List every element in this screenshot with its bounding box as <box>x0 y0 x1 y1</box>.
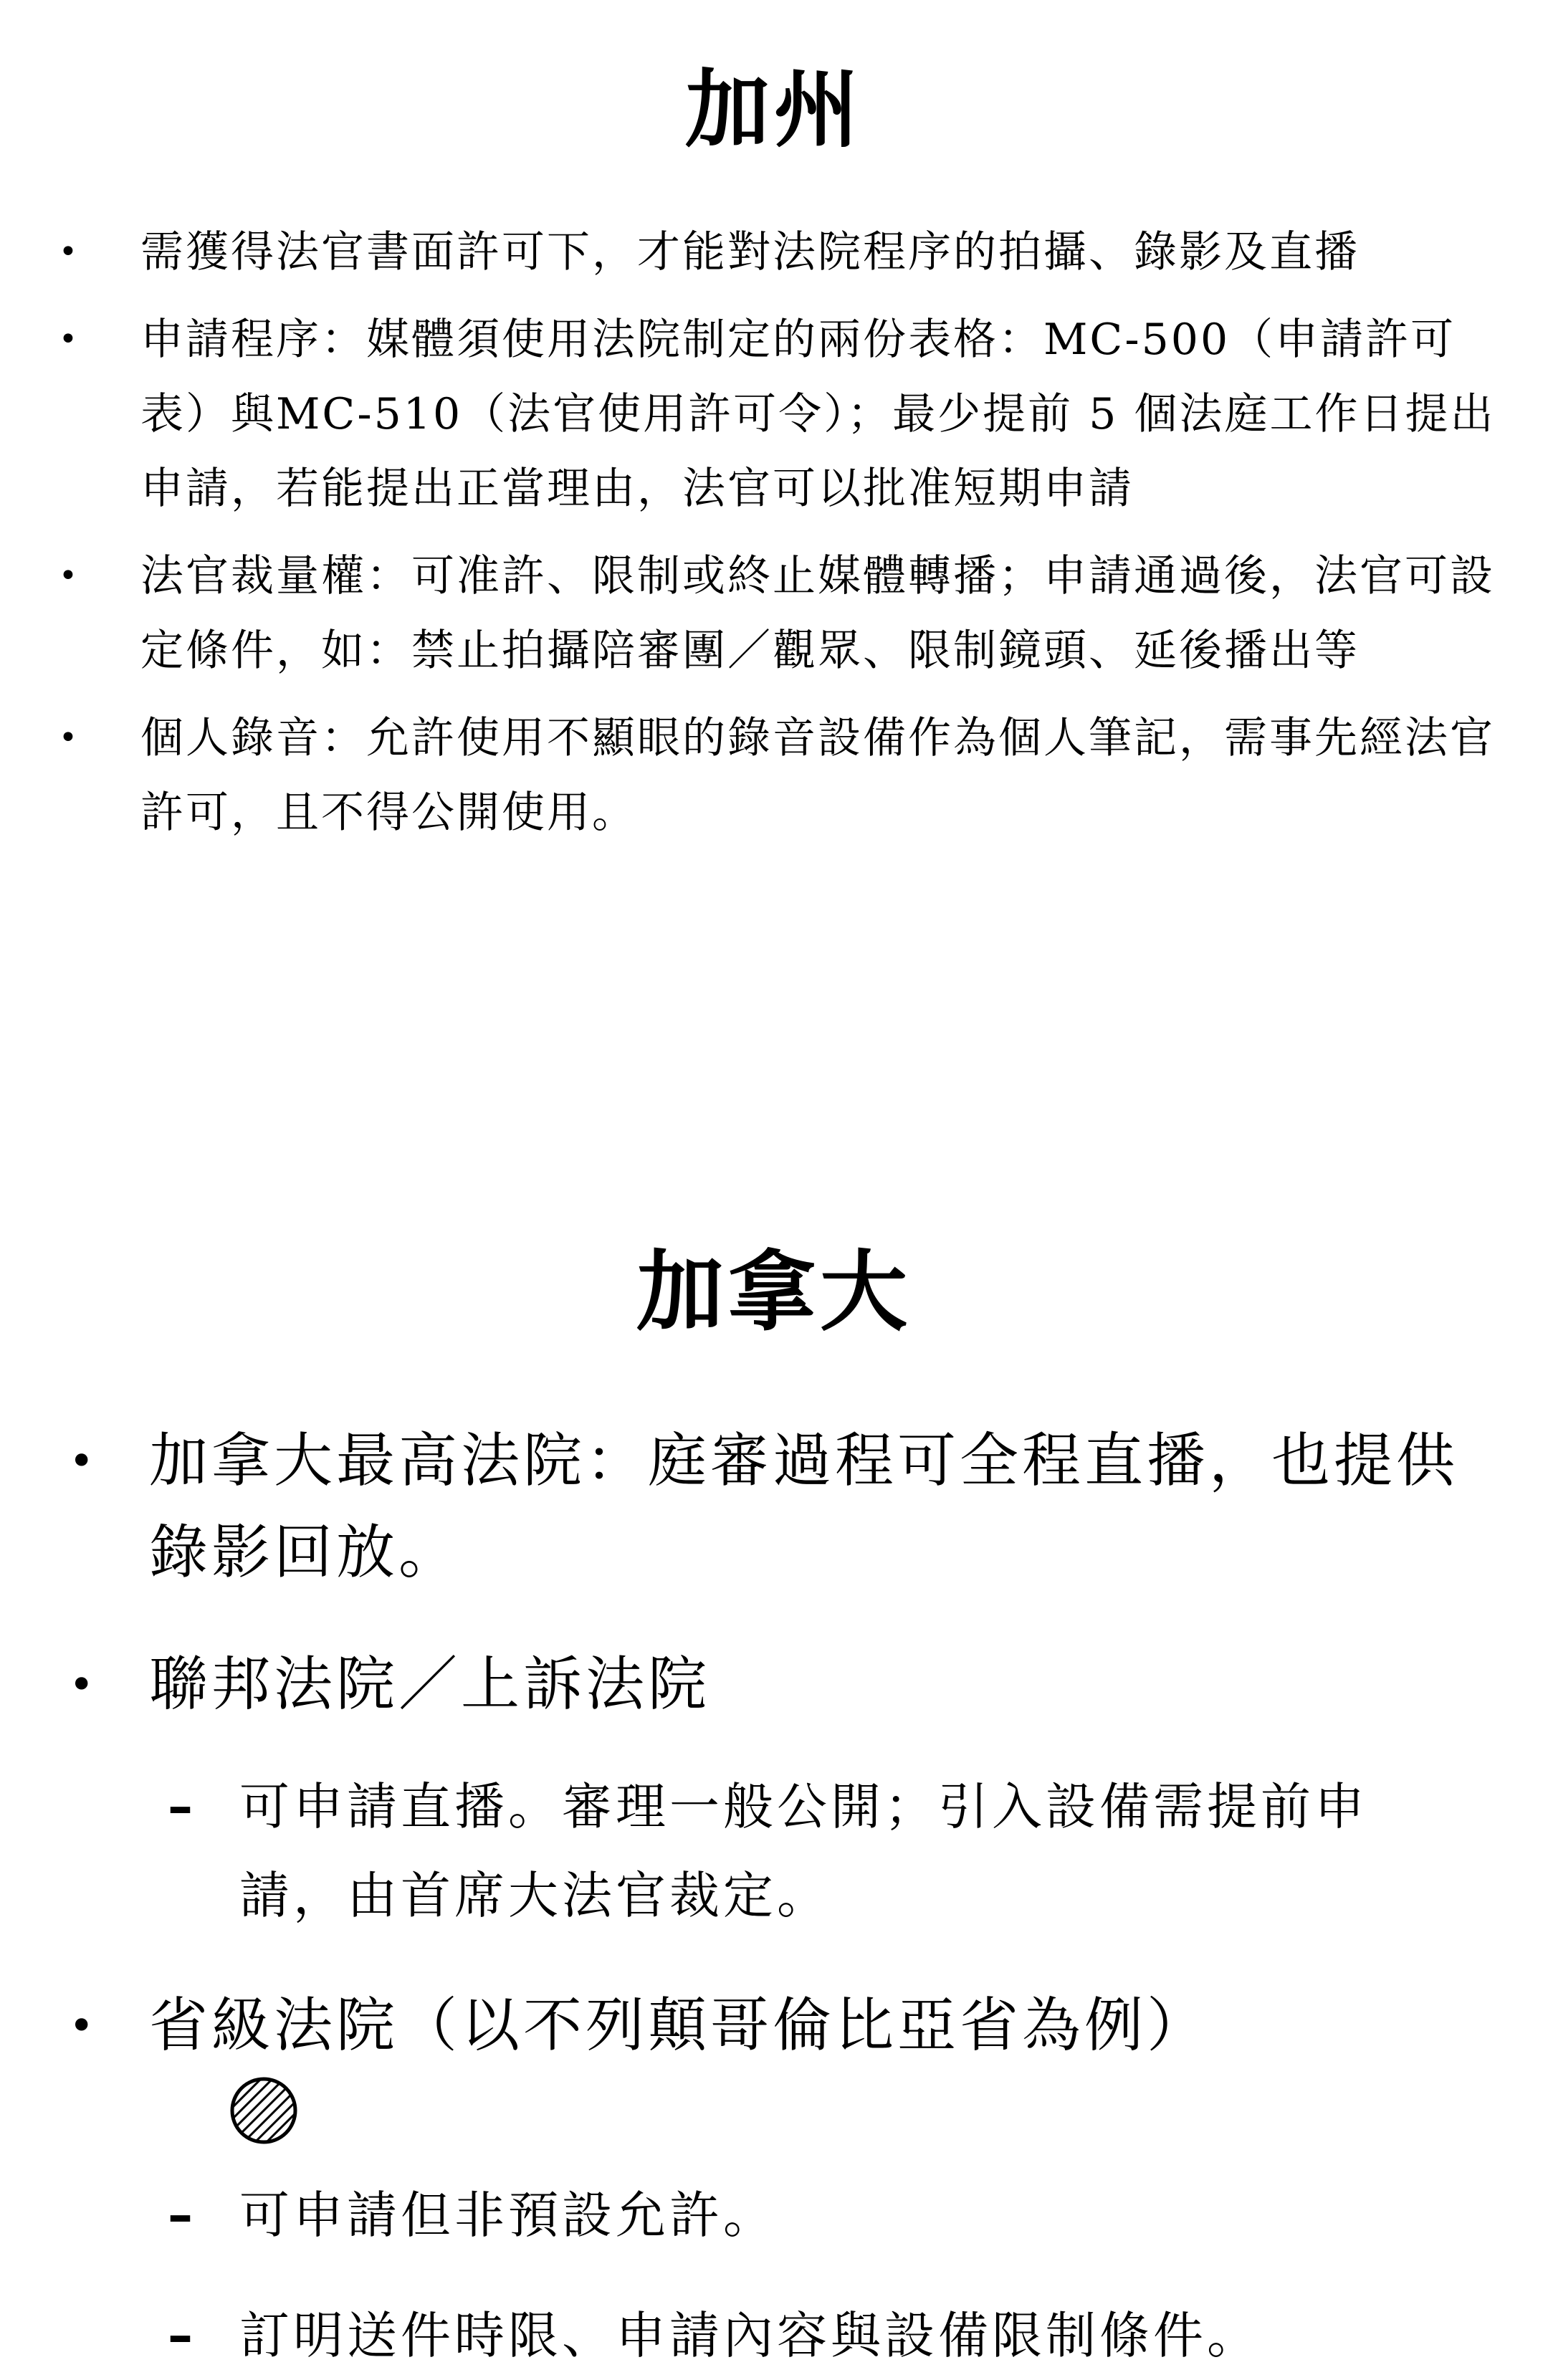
spacer <box>0 1731 1548 1762</box>
hatched-circle-icon <box>229 2076 298 2145</box>
dash-icon: – <box>168 1777 196 1836</box>
list-item-text: 聯邦法院／上訴法院 <box>149 1650 711 1719</box>
bullet-icon: • <box>69 2001 98 2051</box>
bullet-icon: • <box>69 1436 98 1486</box>
section-title-california: 加州 <box>684 60 863 159</box>
section-title-canada: 加拿大 <box>636 1241 912 1343</box>
spacer <box>0 1940 1548 1980</box>
list-item <box>0 701 1502 850</box>
bullet-icon: • <box>59 234 80 270</box>
list-item-text: 個人錄音：允許使用不顯眼的錄音設備作為個人筆記，需事先經法官許可，且不得公開使用。 <box>140 713 1495 838</box>
bullet-icon: • <box>59 321 80 358</box>
sub-list-item-text: 訂明送件時限、申請內容與設備限制條件。 <box>239 2306 1261 2365</box>
spacer <box>0 2260 1548 2291</box>
dash-icon: – <box>168 2306 196 2365</box>
list-item <box>0 539 1502 688</box>
list-item-text: 省級法院（以不列顛哥倫比亞省為例） <box>149 1992 1210 2060</box>
list-item-text: 法官裁量權：可准許、限制或終止媒體轉播；申請通過後，法官可設定條件，如：禁止拍攝陪審團／觀眾、限制鏡頭、延後播出等 <box>140 551 1495 676</box>
list-item-supreme-court <box>0 1415 1496 1599</box>
list-item <box>0 302 1502 526</box>
list-item-provincial-court <box>0 1980 1496 2072</box>
bullet-icon: • <box>69 1660 98 1710</box>
sub-list-item-text: 可申請但非預設允許。 <box>239 2186 777 2245</box>
list-item-text: 申請程序：媒體須使用法院制定的兩份表格：MC-500（申請許可表）與MC-510（法官使用許可令）；最少提前 5 個法庭工作日提出申請，若能提出正當理由，法官可以批准短期申請 <box>140 315 1496 514</box>
sub-list-item <box>0 1762 1472 1940</box>
list-item-text: 加拿大最高法院：庭審過程可全程直播，也提供錄影回放。 <box>149 1427 1459 1587</box>
sub-list-item <box>0 2291 1472 2380</box>
bullet-icon: • <box>59 720 80 756</box>
canada-bullet-list <box>0 1415 1548 2380</box>
list-item-federal-court <box>0 1639 1496 1731</box>
list-item-text: 需獲得法官書面許可下，才能對法院程序的拍攝、錄影及直播 <box>140 227 1360 277</box>
dash-icon: – <box>168 2186 196 2245</box>
california-bullet-list <box>0 215 1548 863</box>
bullet-icon: • <box>59 558 80 594</box>
sub-list-item-text: 可申請直播。審理一般公開；引入設備需提前申請，由首席大法官裁定。 <box>239 1777 1368 1925</box>
spacer <box>0 1599 1548 1639</box>
sub-list-item <box>0 2171 1472 2260</box>
list-item <box>0 215 1502 290</box>
